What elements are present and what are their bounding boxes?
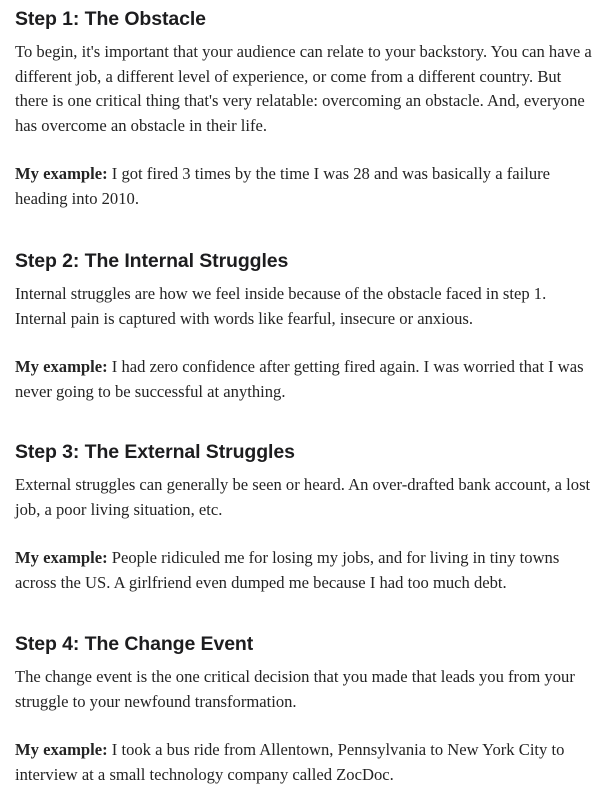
step-3-body: External struggles can generally be seen or heard. An over-drafted bank account, a lost job, a poor living situation, etc. [15,475,591,519]
step-2-section [15,248,593,404]
step-2-body: Internal struggles are how we feel inside because of the obstacle faced in step 1. Internal pain is captured with words like fearful, insecure or anxious. [15,284,547,328]
example-text: I took a bus ride from Allentown, Pennsylvania to New York City to interview at a small technology company called ZocDoc. [15,740,565,784]
step-4-heading: Step 4: The Change Event [15,633,254,655]
step-2-example [15,355,593,404]
example-text: I got fired 3 times by the time I was 28 and was basically a failure heading into 2010. [15,164,551,208]
example-label: My example: [15,357,108,376]
step-1-example [15,162,593,211]
example-text: People ridiculed me for losing my jobs, and for living in tiny towns across the US. A girlfriend even dumped me because I had too much debt. [15,548,560,592]
step-1-heading: Step 1: The Obstacle [15,8,206,30]
step-4-example [15,738,593,787]
step-3-example [15,546,593,595]
step-2-heading: Step 2: The Internal Struggles [15,250,289,272]
step-4-section [15,631,593,787]
example-label: My example: [15,740,108,759]
example-label: My example: [15,164,108,183]
step-3-section [15,439,593,595]
step-4-body: The change event is the one critical decision that you made that leads you from your struggle to your newfound transformation. [15,667,575,711]
step-3-heading: Step 3: The External Struggles [15,441,295,463]
step-1-body: To begin, it's important that your audience can relate to your backstory. You can have a different job, a different level of experience, or come from a different country. But there is one critical thing that's very relatable: overcoming an obstacle. And, everyone has overcome an obstacle in their life. [15,42,592,135]
example-label: My example: [15,548,108,567]
example-text: I had zero confidence after getting fired again. I was worried that I was never going to be successful at anything. [15,357,584,401]
step-1-section [15,6,593,211]
